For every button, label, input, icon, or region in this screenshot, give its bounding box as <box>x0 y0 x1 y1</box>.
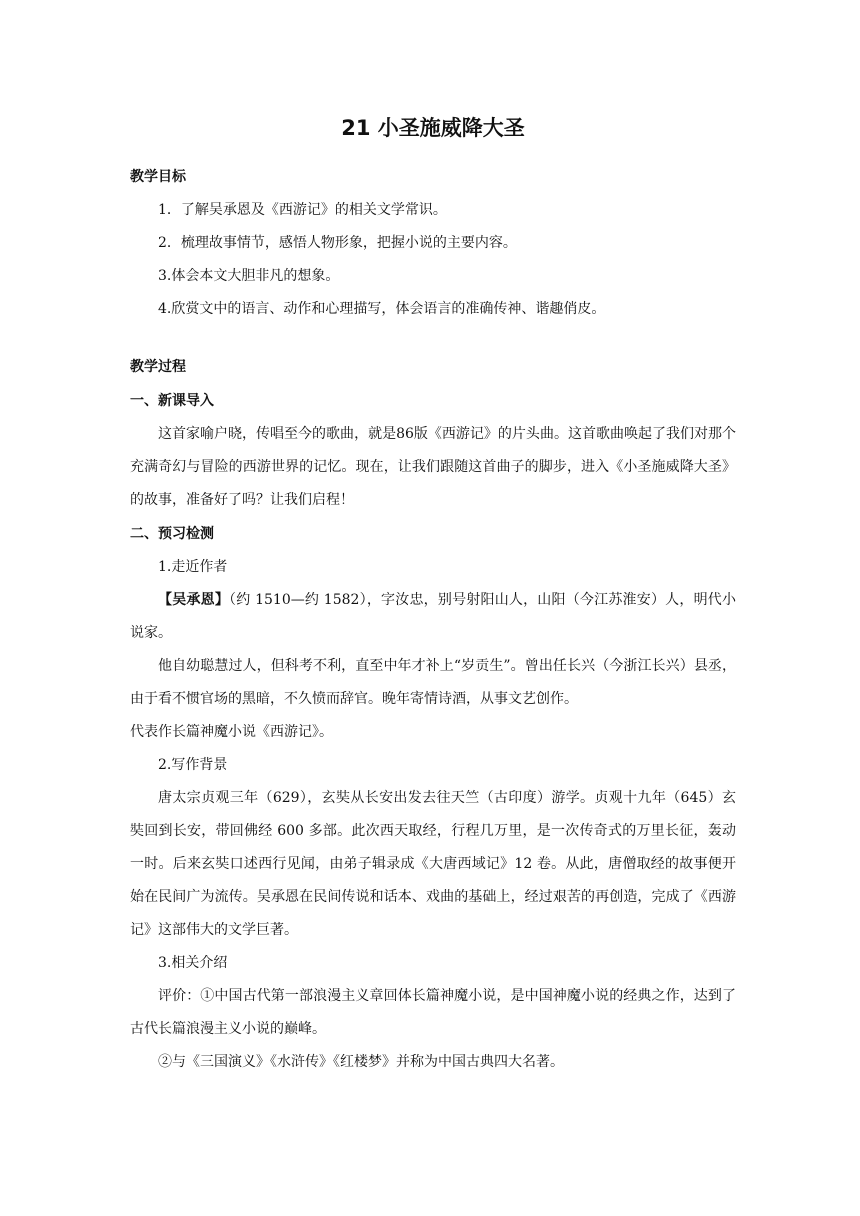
objectives-heading: 教学目标 <box>130 169 186 185</box>
section-heading: 一、新课导入 <box>130 393 214 409</box>
author-intro: （约 1510—约 1582），字汝忠，别号射阳山人，山阳（今江苏淮安）人，明代小说家。 <box>130 592 736 641</box>
subsection-label: 1.走近作者 <box>158 559 228 575</box>
spacer <box>130 326 736 350</box>
background-paragraph: 唐太宗贞观三年（629），玄奘从长安出发去往天竺（古印度）游学。贞观十九年（645）玄奘回到长安，带回佛经 600 多部。此次西天取经，行程几万里，是一次传奇式的万里长征，轰动一时。后来玄奘口述西行见闻，由弟子辑录成《大唐西域记》12 卷。从此，唐僧取经的故事便开始在民间广为流传。吴承恩在民间传说和话本、戏曲的基础上，经过艰苦的再创造，完成了《西游记》这部伟大的文学巨著。 <box>130 790 736 938</box>
subsection-label: 3.相关介绍 <box>158 955 228 971</box>
process-heading: 教学过程 <box>130 359 186 375</box>
subsection-label: 2.写作背景 <box>158 757 228 773</box>
author-paragraph: 代表作长篇神魔小说《西游记》。 <box>130 724 333 740</box>
objective-item: 2．梳理故事情节，感悟人物形象，把握小说的主要内容。 <box>158 235 517 251</box>
objective-item: 1．了解吴承恩及《西游记》的相关文学常识。 <box>158 202 447 218</box>
objective-item: 3.体会本文大胆非凡的想象。 <box>158 268 340 284</box>
objective-item: 4.欣赏文中的语言、动作和心理描写，体会语言的准确传神、谐趣俏皮。 <box>158 301 606 317</box>
author-paragraph <box>130 584 736 650</box>
review-paragraph: 评价：①中国古代第一部浪漫主义章回体长篇神魔小说，是中国神魔小说的经典之作，达到了古代长篇浪漫主义小说的巅峰。 <box>130 988 736 1037</box>
page-title: 21 小圣施威降大圣 <box>341 116 525 140</box>
section-heading: 二、预习检测 <box>130 526 214 542</box>
intro-paragraph: 这首家喻户晓，传唱至今的歌曲，就是86版《西游记》的片头曲。这首歌曲唤起了我们对那个充满奇幻与冒险的西游世界的记忆。现在，让我们跟随这首曲子的脚步，进入《小圣施威降大圣》的故事，准备好了吗？让我们启程！ <box>130 426 736 508</box>
author-paragraph: 他自幼聪慧过人，但科考不利，直至中年才补上“岁贡生”。曾出任长兴（今浙江长兴）县丞，由于看不惯官场的黑暗，不久愤而辞官。晚年寄情诗酒，从事文艺创作。 <box>130 658 736 707</box>
review-paragraph: ②与《三国演义》《水浒传》《红楼梦》并称为中国古典四大名著。 <box>158 1054 564 1070</box>
author-name: 【吴承恩】 <box>158 592 230 608</box>
